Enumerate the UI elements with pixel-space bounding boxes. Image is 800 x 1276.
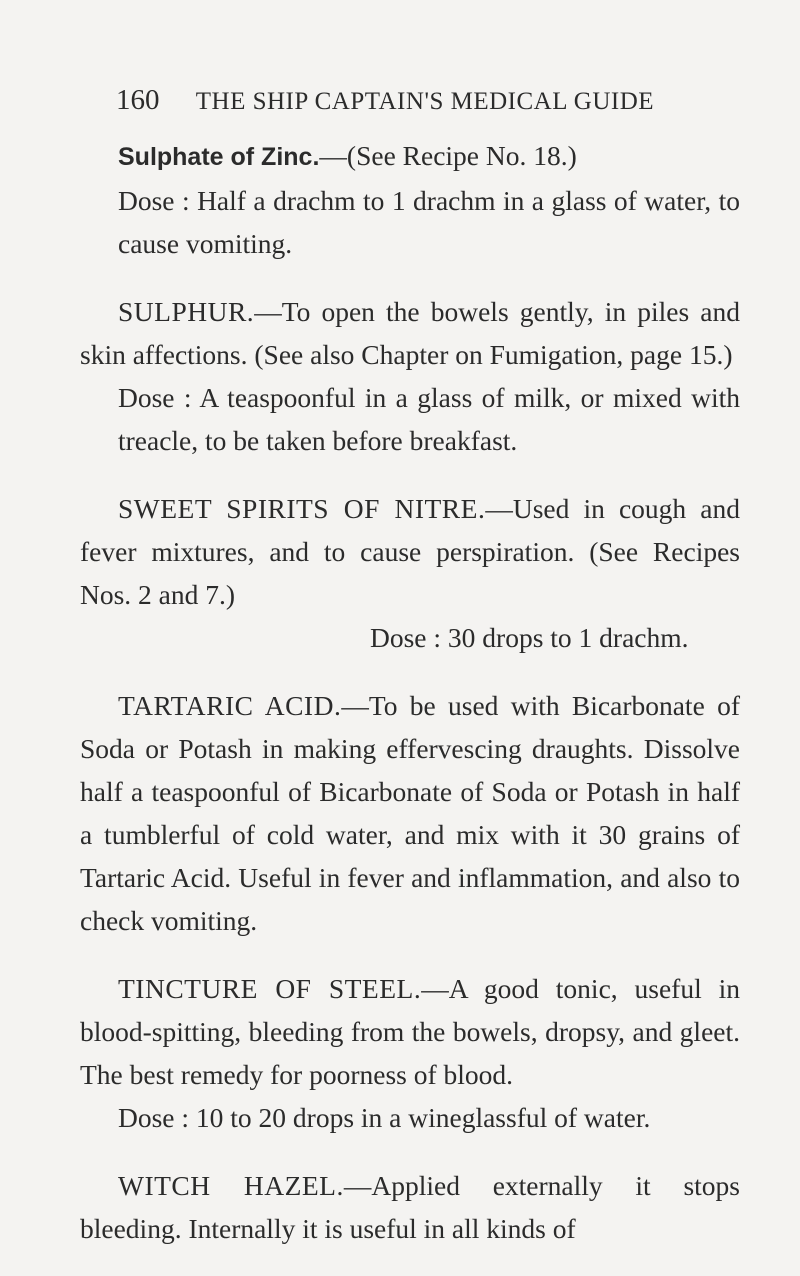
entry-dose: Dose : 10 to 20 drops in a wineglassful of water.	[118, 1102, 651, 1133]
entry-text: —Used in cough and fever mixtures, and to cause perspiration. (See Recipes Nos. 2 and 7.)	[80, 493, 740, 610]
entry-text: —Applied externally it stops bleeding. Internally it is useful in all kinds of	[80, 1170, 740, 1244]
entry-heading: Sulphate of Zinc.	[118, 143, 320, 171]
entry-dose: Dose : A teaspoonful in a glass of milk, or mixed with treacle, to be taken before breakfast.	[118, 382, 740, 456]
entry-sulphate-of-zinc	[80, 134, 740, 265]
page-number: 160	[116, 84, 160, 116]
entry-heading: TARTARIC ACID.	[118, 690, 342, 721]
entry-tincture-of-steel	[80, 967, 740, 1139]
entry-dose: Dose : Half a drachm to 1 drachm in a glass of water, to cause vomiting.	[118, 185, 740, 259]
entry-witch-hazel	[80, 1164, 740, 1250]
entry-text: —To open the bowels gently, in piles and skin affections. (See also Chapter on Fumigation, page 15.)	[80, 296, 740, 370]
entry-tartaric-acid	[80, 684, 740, 942]
entry-heading: TINCTURE OF STEEL.	[118, 973, 422, 1004]
entry-sulphur	[80, 290, 740, 462]
entry-heading: SWEET SPIRITS OF NITRE.	[118, 493, 486, 524]
page-header	[116, 84, 736, 117]
page-body	[80, 134, 740, 1275]
entry-heading: SULPHUR.	[118, 296, 255, 327]
entry-sweet-spirits-of-nitre	[80, 487, 740, 659]
entry-heading: WITCH HAZEL.	[118, 1170, 344, 1201]
running-title: THE SHIP CAPTAIN'S MEDICAL GUIDE	[195, 88, 655, 115]
entry-text: —A good tonic, useful in blood-spitting, bleeding from the bowels, dropsy, and gleet. The best remedy for poorness of blood.	[80, 973, 740, 1090]
entry-text: —(See Recipe No. 18.)	[319, 140, 577, 171]
entry-dose: Dose : 30 drops to 1 drachm.	[370, 622, 689, 653]
entry-text: —To be used with Bicarbonate of Soda or Potash in making effervescing draughts. Dissolve half a teaspoonful of Bicarbonate of Soda or Potash in half a tumblerful of cold water, and mix with it 30 grains of Tartaric Acid. Useful in fever and inflammation, and also to check vomiting.	[80, 690, 740, 936]
